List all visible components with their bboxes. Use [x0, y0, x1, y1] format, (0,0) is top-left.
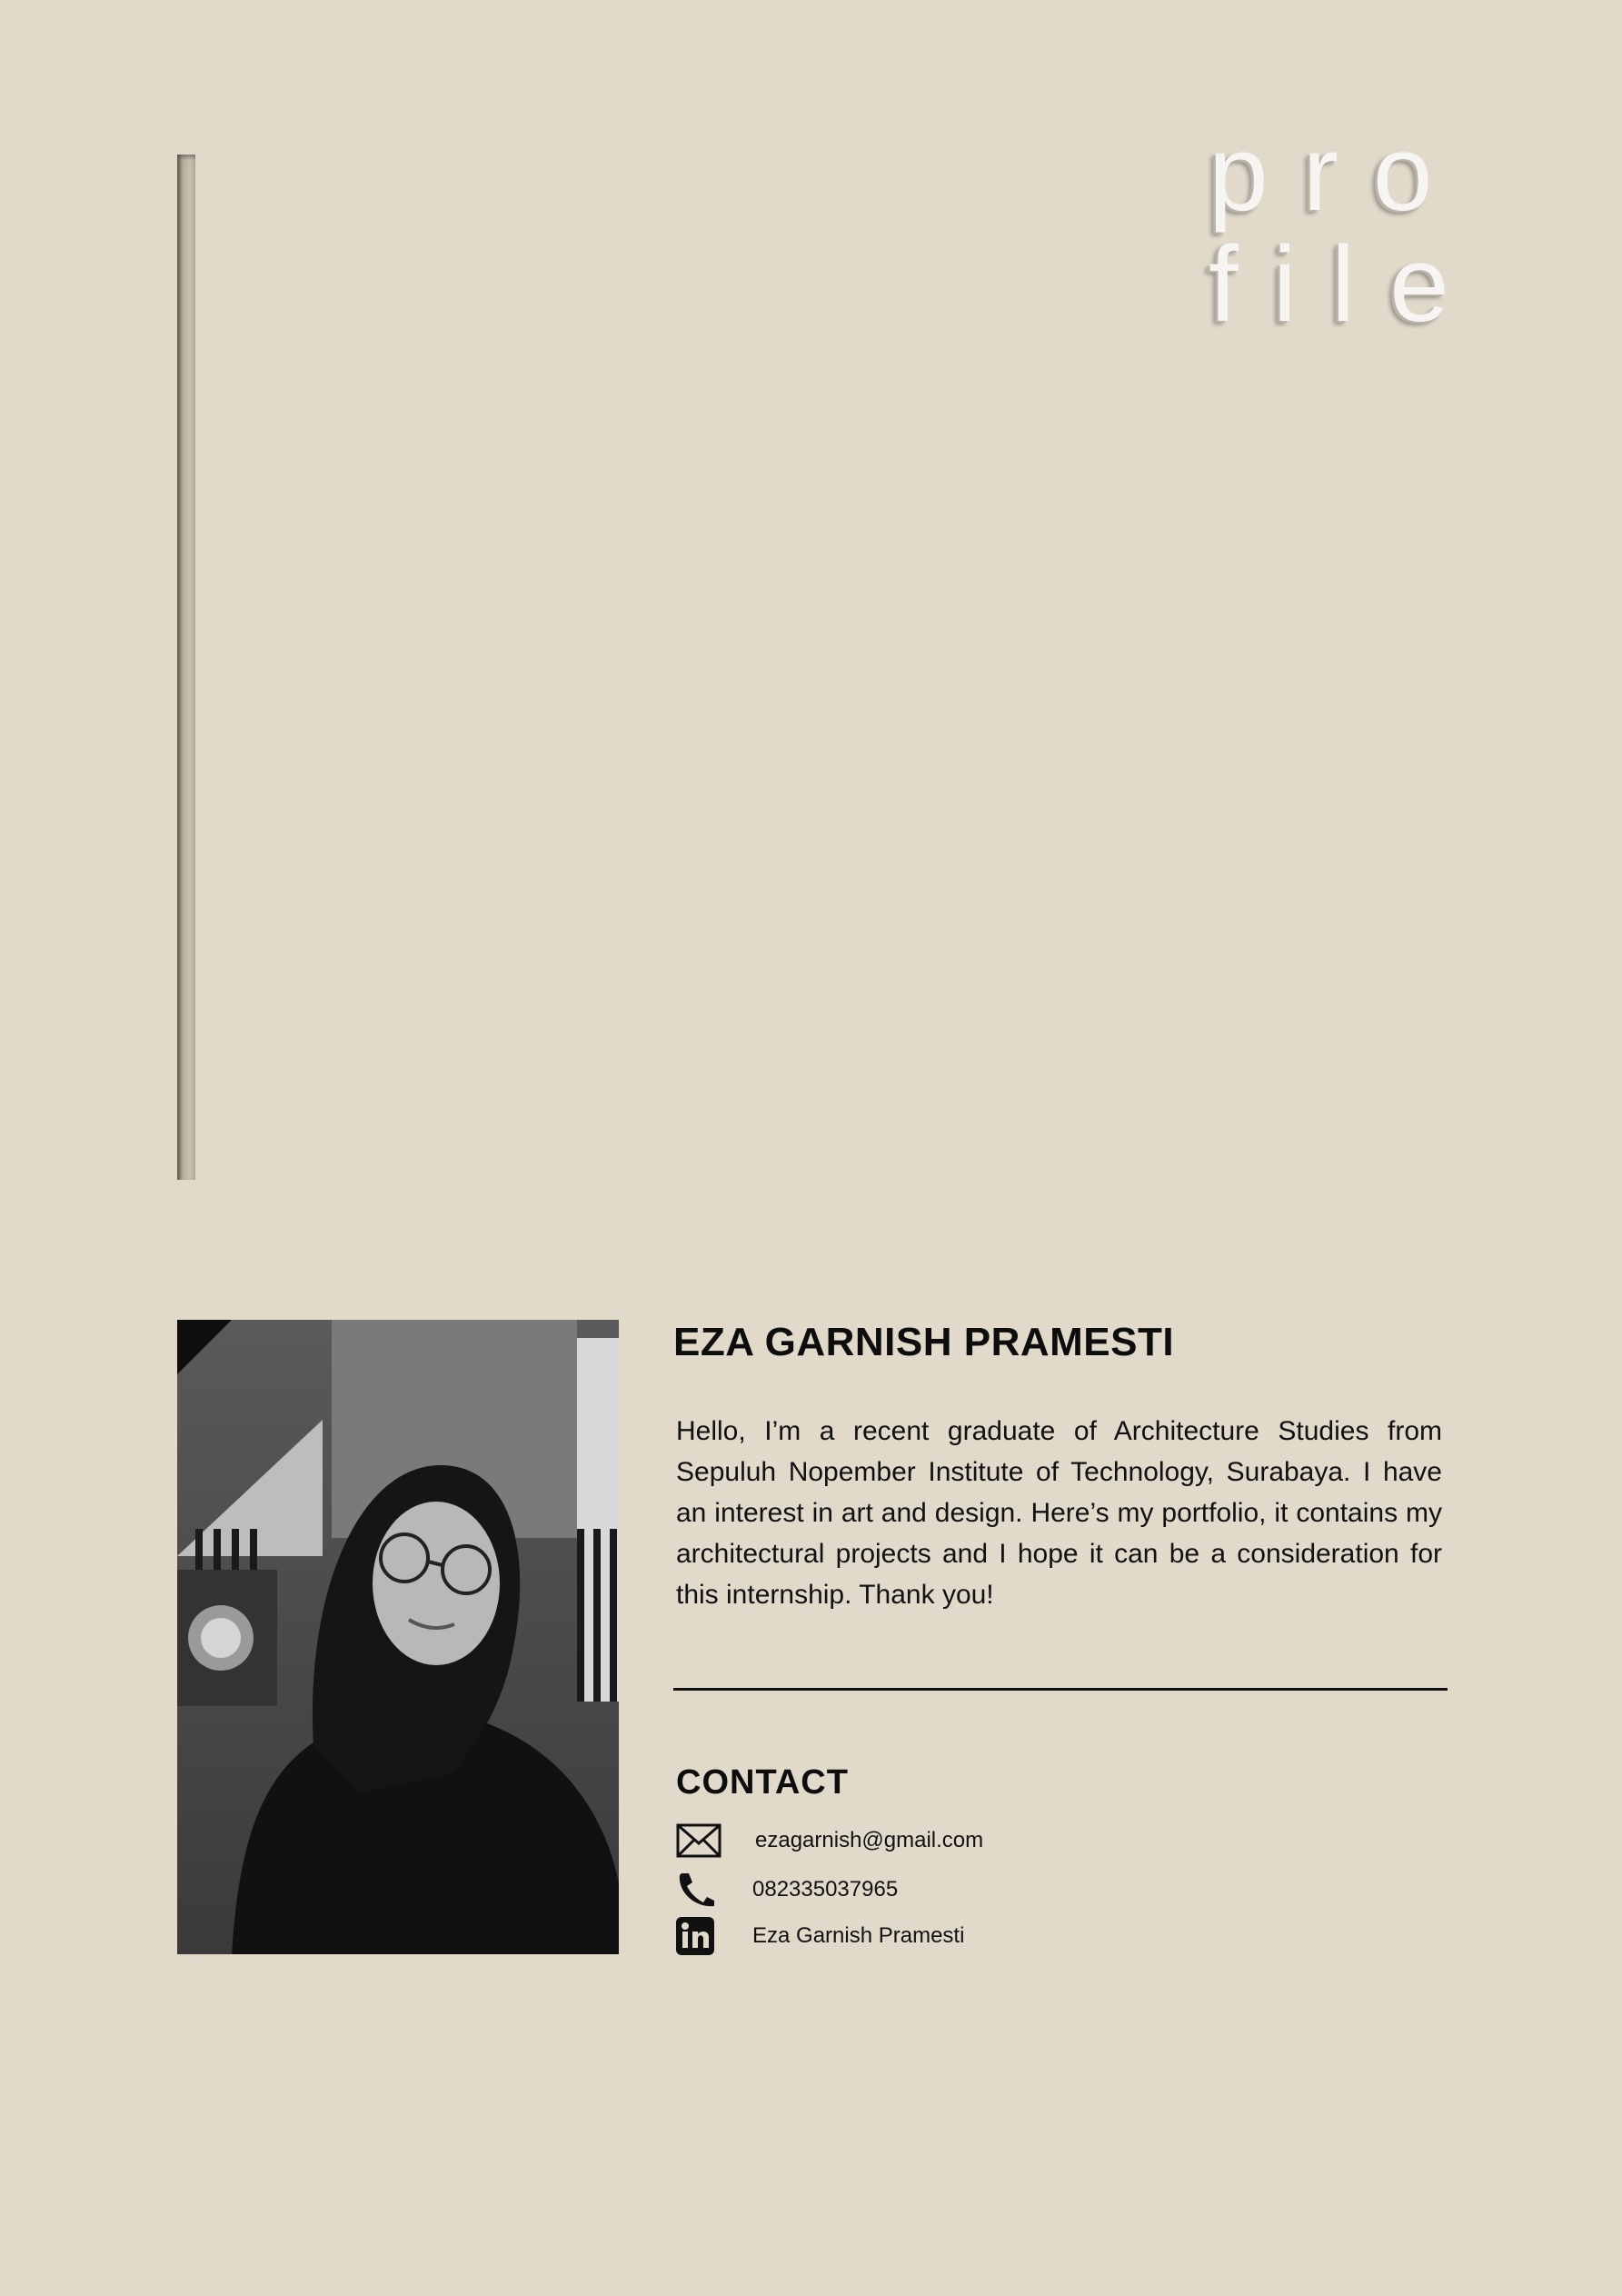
- page-title: [1209, 114, 1484, 344]
- phone-icon: [676, 1870, 723, 1910]
- linkedin-icon: [676, 1916, 723, 1956]
- profile-photo: [177, 1320, 619, 1954]
- decorative-side-bar: [177, 155, 195, 1180]
- contact-email[interactable]: ezagarnish@gmail.com: [755, 1828, 984, 1852]
- page-title-line-1: pro: [1209, 114, 1468, 234]
- page-title-line-2: file: [1209, 225, 1484, 344]
- contact-phone-row: [676, 1870, 898, 1910]
- profile-name: EZA GARNISH PRAMESTI: [673, 1320, 1175, 1364]
- profile-bio: Hello, I’m a recent graduate of Architecture Studies from Sepuluh Nopember Institute of Technology, Surabaya. I have an interest in art and design. Here’s my portfolio, it contains my architectural projects and I hope it can be a consideration for this internship. Thank you!: [676, 1416, 1442, 1610]
- contact-linkedin-row: [676, 1916, 964, 1956]
- section-divider: [673, 1688, 1448, 1691]
- contact-phone[interactable]: 082335037965: [752, 1877, 899, 1902]
- contact-heading: CONTACT: [676, 1763, 849, 1802]
- contact-email-row: [676, 1821, 983, 1861]
- envelope-icon: [676, 1821, 723, 1861]
- contact-linkedin[interactable]: Eza Garnish Pramesti: [752, 1923, 965, 1948]
